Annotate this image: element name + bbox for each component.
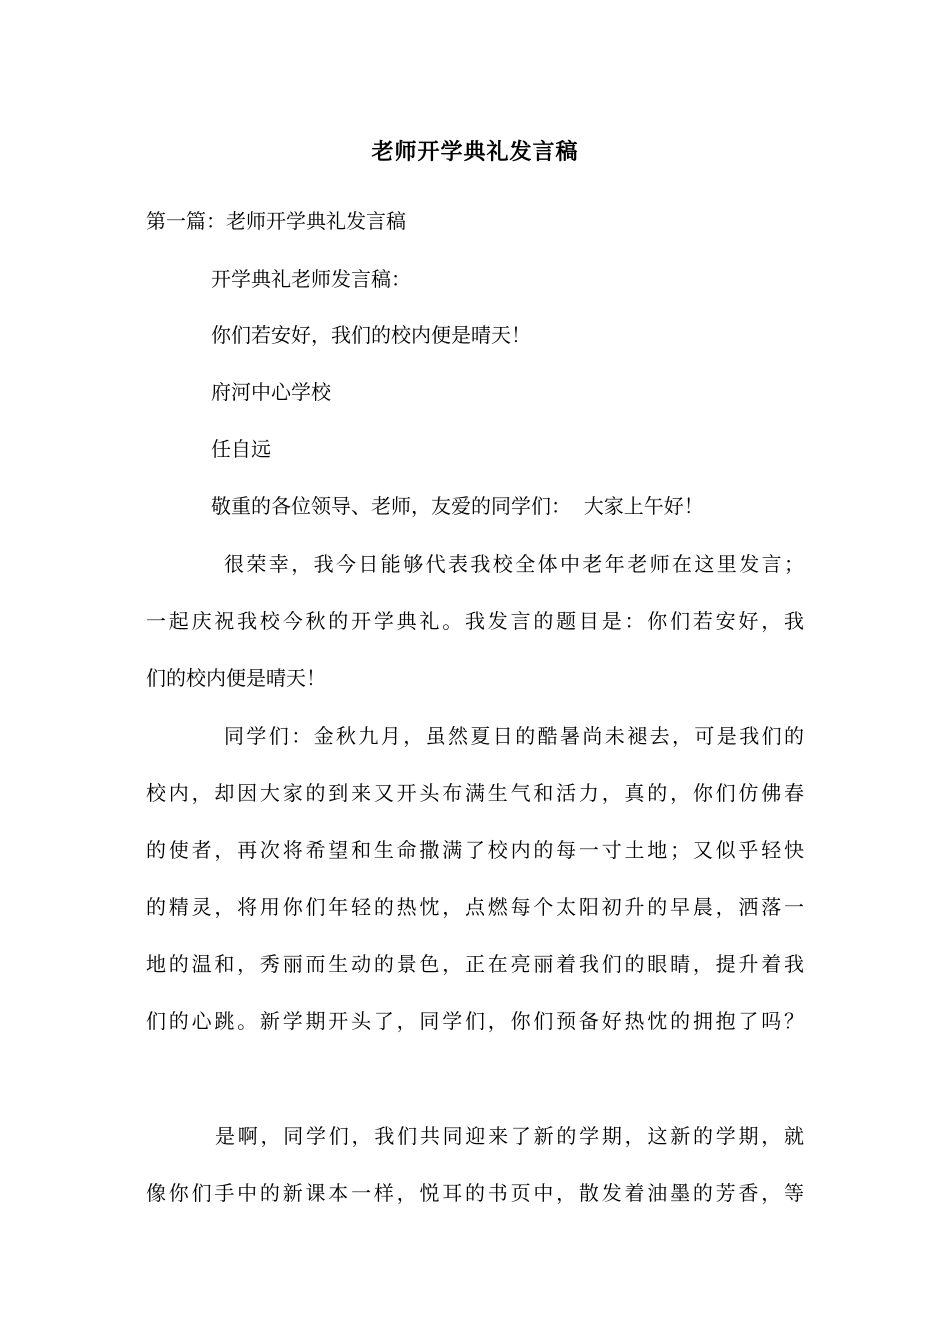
paragraph-line: 校内，却因大家的到来又开头布满生气和活力，真的，你们仿佛春 [146, 781, 804, 805]
paragraph-line: 是啊，同学们，我们共同迎来了新的学期，这新的学期，就 [215, 1124, 804, 1148]
paragraph-line: 一起庆祝我校今秋的开学典礼。我发言的题目是：你们若安好，我 [146, 609, 804, 633]
paragraph-line: 地的温和，秀丽而生动的景色，正在亮丽着我们的眼睛，提升着我 [146, 952, 804, 976]
paragraph-line: 的使者，再次将希望和生命撒满了校内的每一寸土地；又似乎轻快 [146, 838, 804, 862]
paragraph-line: 像你们手中的新课本一样，悦耳的书页中，散发着油墨的芳香，等 [146, 1181, 804, 1205]
intro-line: 开学典礼老师发言稿： [211, 267, 411, 291]
paragraph-line: 很荣幸，我今日能够代表我校全体中老年老师在这里发言； [224, 552, 804, 576]
speaker-name: 任自远 [211, 437, 271, 461]
school-name: 府河中心学校 [211, 380, 331, 404]
section-heading: 第一篇：老师开学典礼发言稿 [146, 209, 406, 233]
greeting-line: 敬重的各位领导、老师，友爱的同学们： 大家上午好！ [211, 494, 704, 518]
paragraph-line: 们的校内便是晴天！ [146, 666, 326, 690]
document-title: 老师开学典礼发言稿 [371, 139, 579, 165]
intro-line: 你们若安好，我们的校内便是晴天！ [211, 323, 531, 347]
paragraph-line: 们的心跳。新学期开头了，同学们，你们预备好热忱的拥抱了吗？ [146, 1009, 804, 1033]
paragraph-line: 的精灵，将用你们年轻的热忱，点燃每个太阳初升的早晨，洒落一 [146, 895, 804, 919]
paragraph-line: 同学们：金秋九月，虽然夏日的酷暑尚未褪去，可是我们的 [224, 724, 804, 748]
